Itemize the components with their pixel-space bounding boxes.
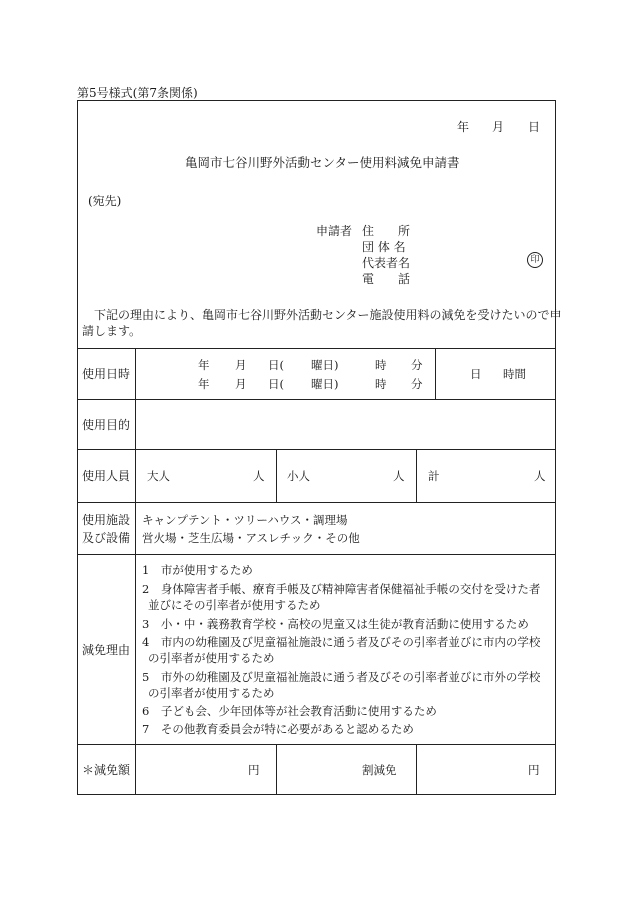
usage-year: 年 [198,377,210,391]
total-unit: 人 [534,469,546,483]
applicant-phone-label: 電 話 [362,272,411,286]
reason-item: 2 身体障害者手帳、療育手帳及び精神障害者保健福祉手帳の交付を受けた者 [142,582,541,596]
total-label: 計 [428,469,440,483]
facility-options-line-2: 営火場・芝生広場・アスレチック・その他 [142,531,360,545]
reduction-yen-unit: 円 [248,763,260,777]
row-divider [77,554,556,555]
usage-weekday: 曜日) [311,358,339,372]
reason-item: 3 小・中・義務教育学校・高校の児童又は生徒が教育活動に使用するため [142,617,529,631]
usage-year: 年 [198,358,210,372]
duration-divider [435,348,436,399]
reason-item: 5 市外の幼稚園及び児童福祉施設に通う者及びその引率者並びに市外の学校 [142,670,541,684]
usage-day: 日( [268,358,284,372]
addressee: (宛先) [88,194,122,208]
seal-mark: 印 [527,252,543,268]
reason-item-continuation: の引率者が使用するため [148,651,275,665]
reason-item-continuation: 並びにその引率者が使用するため [148,598,321,612]
reason-item: 7 その他教育委員会が特に必要があると認めるため [142,722,414,736]
reduction-divider [416,744,417,795]
applicant-heading: 申請者 [316,224,353,238]
facility-label-line-2: 及び設備 [81,531,130,545]
form-title: 亀岡市七谷川野外活動センター使用料減免申請書 [185,155,460,170]
date-month: 月 [492,120,505,134]
usage-hour: 時 [375,358,387,372]
usage-minute: 分 [411,377,423,391]
date-day: 日 [528,120,541,134]
reason-item: 1 市が使用するため [142,563,253,577]
discount-yen-unit: 円 [528,763,540,777]
usage-minute: 分 [411,358,423,372]
row-divider [77,449,556,450]
duration-day-unit: 日 [470,367,482,381]
usage-month: 月 [235,358,247,372]
applicant-address-label: 住 所 [362,224,411,238]
duration-hours-unit: 時間 [503,367,526,381]
row-divider [77,502,556,503]
adult-unit: 人 [253,469,265,483]
row-divider [77,399,556,400]
adult-label: 大人 [147,469,170,483]
people-divider [416,449,417,502]
usage-month: 月 [235,377,247,391]
usage-hour: 時 [375,377,387,391]
usage-weekday: 曜日) [311,377,339,391]
facility-label-line-1: 使用施設 [81,513,130,527]
row-divider [77,348,556,349]
statement-line-1: 下記の理由により、亀岡市七谷川野外活動センター施設使用料の減免を受けたいので申 [94,308,562,322]
child-unit: 人 [393,469,405,483]
discount-rate-label: 割減免 [362,763,397,777]
reason-item: 4 市内の幼稚園及び児童福祉施設に通う者及びその引率者並びに市内の学校 [142,635,541,649]
child-label: 小人 [287,469,310,483]
reason-item: 6 子ども会、少年団体等が社会教育活動に使用するため [142,704,437,718]
usage-day: 日( [268,377,284,391]
people-label: 使用人員 [81,469,130,483]
reasons-label: 減免理由 [81,643,130,657]
facility-options-line-1: キャンプテント・ツリーハウス・調理場 [142,513,348,527]
row-divider [77,744,556,745]
reason-item-continuation: の引率者が使用するため [148,686,275,700]
form-number: 第5号様式(第7条関係) [77,86,198,100]
statement-line-2: 請します。 [82,324,142,338]
reduction-divider [276,744,277,795]
applicant-representative-label: 代表者名 [362,256,411,270]
people-divider [276,449,277,502]
label-column-divider [135,348,136,795]
date-year: 年 [457,120,470,134]
usage-date-label: 使用日時 [81,367,130,381]
applicant-group-label: 団 体 名 [362,240,406,254]
purpose-label: 使用目的 [81,418,130,432]
reduction-amount-label: ＊減免額 [81,763,130,777]
